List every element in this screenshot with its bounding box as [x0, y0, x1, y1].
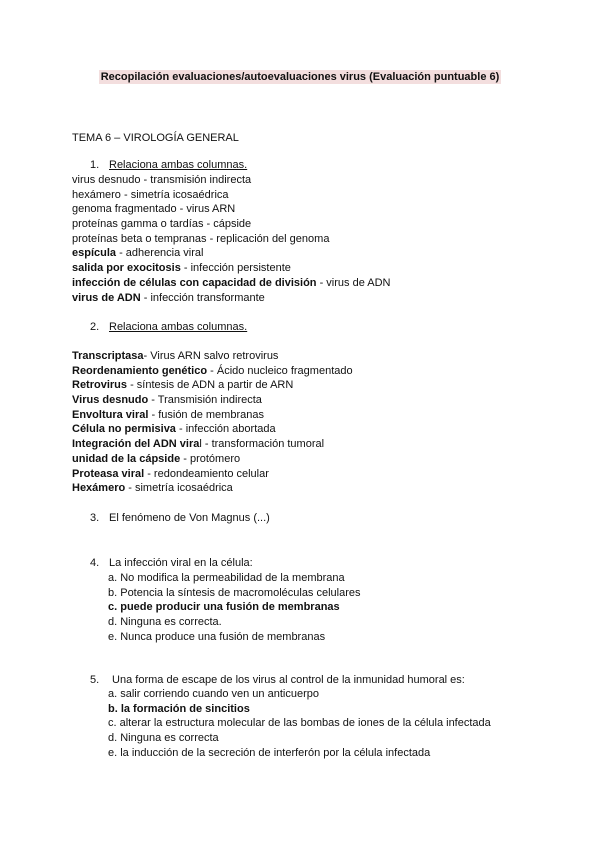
option-line: d. Ninguna es correcta. [108, 616, 222, 629]
option-line-correct: c. puede producir una fusión de membranas [108, 601, 340, 614]
question-4-options [108, 571, 578, 644]
document-title-text: Recopilación evaluaciones/autoevaluaciones virus (Evaluación puntuable 6) [100, 71, 500, 83]
option-line-correct: b. la formación de sincitios [108, 702, 250, 715]
pair-line: virus de ADN - infección transformante [72, 291, 265, 304]
question-5-heading [90, 673, 465, 688]
pair-line: Proteasa viral - redondeamiento celular [72, 467, 269, 480]
question-3-heading [90, 511, 270, 526]
pair-line: Envoltura viral - fusión de membranas [72, 408, 264, 421]
pair-line: Virus desnudo - Transmisión indirecta [72, 394, 262, 407]
option-line: b. Potencia la síntesis de macromoléculas celulares [108, 586, 361, 599]
pair-line: hexámero - simetría icosaédrica [72, 188, 229, 201]
question-2-number: 2. [90, 321, 100, 333]
option-line: e. la inducción de la secreción de interferón por la célula infectada [108, 746, 431, 759]
option-line: e. Nunca produce una fusión de membranas [108, 630, 326, 643]
question-3-number: 3. [90, 512, 100, 524]
question-1-heading [90, 158, 247, 173]
option-line: d. Ninguna es correcta [108, 732, 219, 745]
pair-line: Transcriptasa- Virus ARN salvo retrovirus [72, 350, 279, 362]
question-2-heading [90, 320, 247, 335]
question-4-number: 4. [90, 557, 100, 569]
question-4-text: La infección viral en la célula: [109, 557, 253, 569]
option-line: a. salir corriendo cuando ven un anticuerpo [108, 688, 319, 700]
pair-line: proteínas gamma o tardías - cápside [72, 218, 252, 231]
question-5-text: Una forma de escape de los virus al control de la inmunidad humoral es: [109, 674, 465, 686]
pair-line: proteínas beta o tempranas - replicación del genoma [72, 232, 330, 245]
pair-line: Célula no permisiva - infección abortada [72, 423, 276, 436]
pair-line: salida por exocitosis - infección persistente [72, 262, 291, 275]
pair-line: virus desnudo - transmisión indirecta [72, 174, 252, 186]
pair-line: infección de células con capacidad de división - virus de ADN [72, 276, 391, 289]
section-heading: TEMA 6 – VIROLOGÍA GENERAL [72, 132, 239, 144]
question-1-text: Relaciona ambas columnas. [109, 159, 248, 171]
document-title [0, 71, 600, 83]
pair-line: espícula - adherencia viral [72, 247, 204, 260]
option-line: c. alterar la estructura molecular de las bombas de iones de la célula infectada [108, 717, 491, 730]
option-line: a. No modifica la permeabilidad de la membrana [108, 572, 345, 584]
pair-line: Reordenamiento genético - Ácido nucleico fragmentado [72, 364, 353, 377]
pair-line: Integración del ADN viral - transformación tumoral [72, 438, 325, 451]
question-4-heading [90, 556, 253, 571]
question-3-text: El fenómeno de Von Magnus (...) [109, 512, 270, 524]
pair-line: Retrovirus - síntesis de ADN a partir de ARN [72, 379, 294, 392]
question-2-text: Relaciona ambas columnas. [109, 321, 248, 333]
pair-line: genoma fragmentado - virus ARN [72, 203, 236, 216]
question-1-pairs [72, 173, 572, 305]
question-2-pairs [72, 349, 572, 496]
question-1-number: 1. [90, 159, 100, 171]
question-5-number: 5. [90, 674, 100, 686]
pair-line: Hexámero - simetría icosaédrica [72, 482, 233, 495]
pair-line: unidad de la cápside - protómero [72, 452, 241, 465]
question-5-options [108, 687, 578, 760]
